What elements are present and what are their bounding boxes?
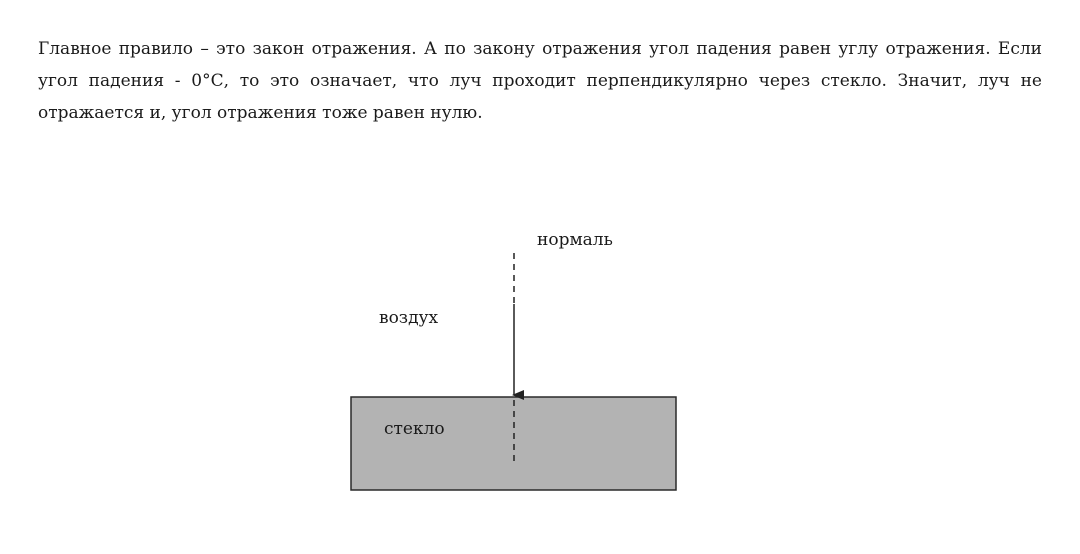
air-label: воздух xyxy=(379,308,439,328)
glass-label: стекло xyxy=(384,419,445,439)
normal-label: нормаль xyxy=(537,230,613,250)
explanation-paragraph: Главное правило – это закон отражения. А по закону отражения угол падения равен углу отражения. Если угол падения - 0°С, то это означает, что луч проходит перпендикулярно через стекло. Значит, луч не отражается и, угол отражения тоже равен нулю. xyxy=(38,39,1042,123)
glass-block xyxy=(351,397,676,490)
